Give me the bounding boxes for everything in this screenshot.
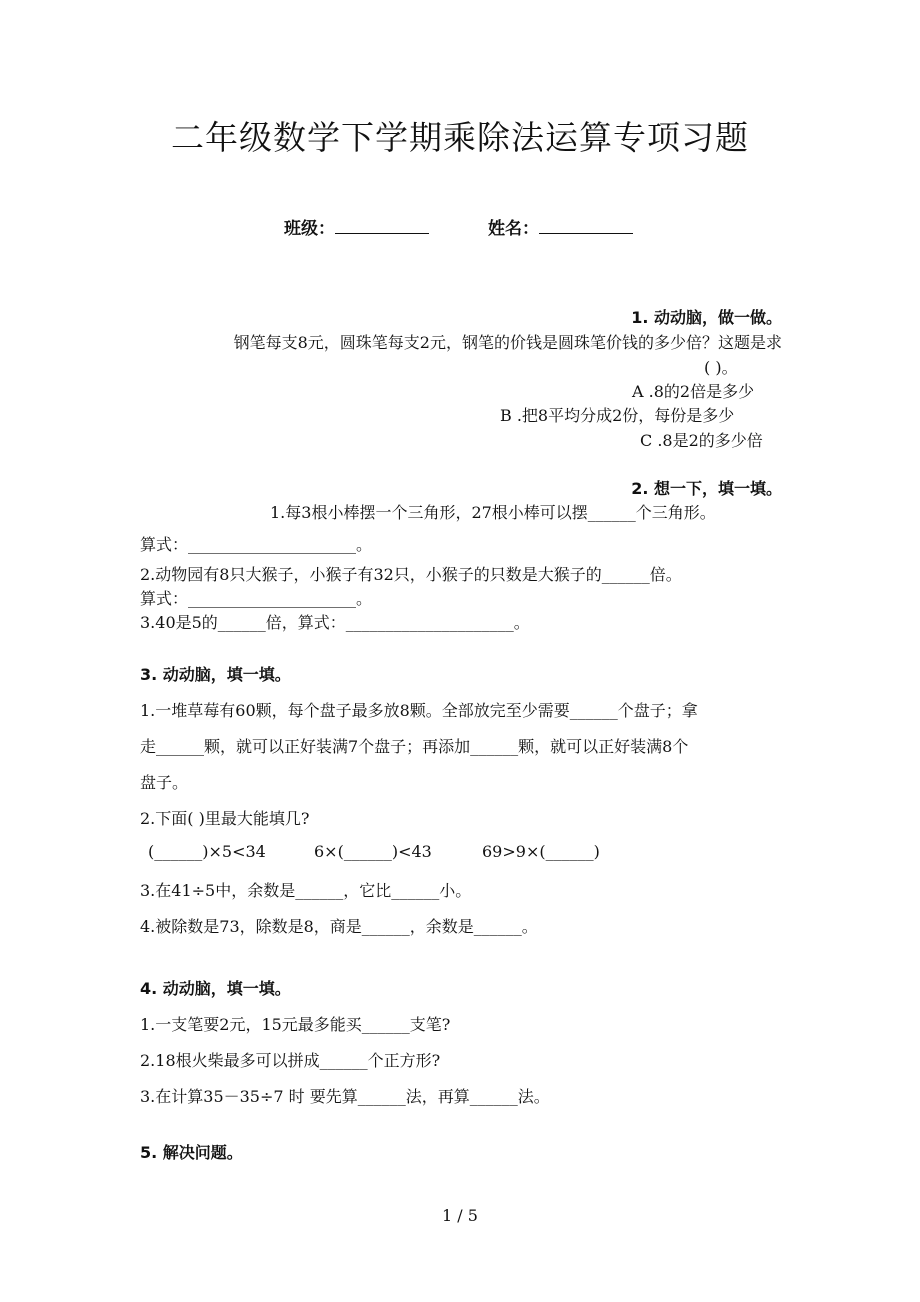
s2-question-3: 3.40是5的______倍，算式：_____________________。 — [140, 613, 530, 632]
name-label: 姓名： — [488, 219, 539, 239]
s4-question-2: 2.18根火柴最多可以拼成______个正方形? — [140, 1051, 441, 1070]
s2-question-2: 2.动物园有8只大猴子，小猴子有32只，小猴子的只数是大猴子的______倍。 — [140, 565, 682, 584]
section-4-heading: 4. 动动脑，填一填。 — [140, 979, 291, 998]
class-field — [284, 214, 429, 239]
section-1-heading: 1. 动动脑，做一做。 — [631, 308, 782, 327]
s2-formula-1: 算式：_____________________。 — [140, 535, 373, 554]
page-title: 二年级数学下学期乘除法运算专项习题 — [171, 118, 749, 157]
s1-answer-paren: ( )。 — [704, 358, 738, 377]
s1-question: 钢笔每支8元，圆珠笔每支2元，钢笔的价钱是圆珠笔价钱的多少倍？这题是求 — [233, 333, 782, 352]
s1-option-c[interactable]: C .8是2的多少倍 — [640, 431, 763, 450]
class-label: 班级： — [284, 219, 335, 239]
s4-question-1: 1.一支笔要2元，15元最多能买______支笔? — [140, 1015, 451, 1034]
s1-option-a[interactable]: A .8的2倍是多少 — [632, 382, 755, 401]
s3-question-1a: 1.一堆草莓有60颗，每个盘子最多放8颗。全部放完至少需要______个盘子；拿 — [140, 701, 698, 720]
s3-inequality-3: 69>9×(______) — [482, 842, 600, 861]
s2-question-1: 1.每3根小棒摆一个三角形，27根小棒可以摆______个三角形。 — [270, 503, 716, 522]
name-blank[interactable] — [539, 219, 633, 234]
s4-question-3: 3.在计算35－35÷7 时 要先算______法，再算______法。 — [140, 1087, 550, 1106]
s3-inequality-2: 6×(______)<43 — [314, 842, 432, 861]
section-5-heading: 5. 解决问题。 — [140, 1143, 243, 1162]
name-field — [488, 214, 633, 239]
s3-question-1c: 盘子。 — [140, 773, 189, 792]
s2-formula-2: 算式：_____________________。 — [140, 589, 373, 608]
section-3-heading: 3. 动动脑，填一填。 — [140, 665, 291, 684]
class-blank[interactable] — [335, 219, 429, 234]
s3-question-1b: 走______颗，就可以正好装满7个盘子；再添加______颗，就可以正好装满8个 — [140, 737, 689, 756]
page-number: 1 / 5 — [442, 1206, 478, 1225]
s3-question-3: 3.在41÷5中，余数是______，它比______小。 — [140, 881, 472, 900]
s1-option-b[interactable]: B .把8平均分成2份，每份是多少 — [500, 406, 735, 425]
s3-inequality-1: (______)×5<34 — [148, 842, 266, 861]
section-2-heading: 2. 想一下，填一填。 — [631, 479, 782, 498]
s3-question-2: 2.下面( )里最大能填几? — [140, 809, 310, 828]
s3-question-4: 4.被除数是73，除数是8，商是______，余数是______。 — [140, 917, 538, 936]
